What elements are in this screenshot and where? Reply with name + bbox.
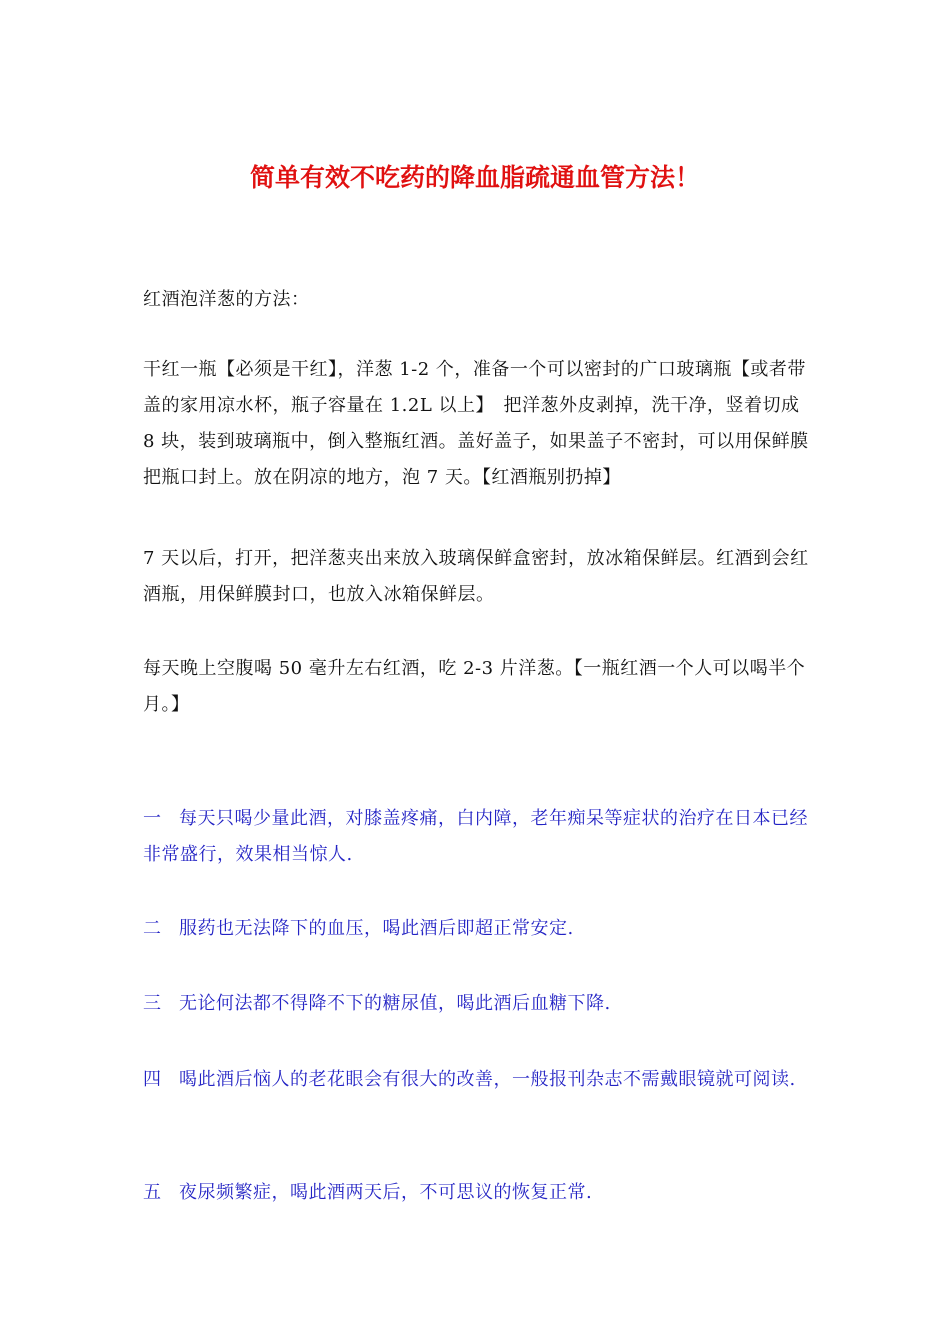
benefit-number: 二 (143, 918, 162, 939)
step-2-paragraph: 7 天以后，打开，把洋葱夹出来放入玻璃保鲜盒密封，放冰箱保鲜层。红酒到会红酒瓶，用保鲜膜封口，也放入冰箱保鲜层。 (143, 548, 809, 605)
step-1-paragraph: 干红一瓶【必须是干红】，洋葱 1-2 个，准备一个可以密封的广口玻璃瓶【或者带盖的家用凉水杯，瓶子容量在 1.2L 以上】 把洋葱外皮剥掉，洗干净，竖着切成 8 块，装到玻璃瓶中，倒入整瓶红酒。盖好盖子，如果盖子不密封，可以用保鲜膜把瓶口封上。放在阴凉的地方，泡 7 天。【红酒瓶别扔掉】 (143, 359, 809, 488)
benefit-item-2 (143, 911, 813, 947)
step-3-paragraph: 每天晚上空腹喝 50 毫升左右红酒，吃 2-3 片洋葱。【一瓶红酒一个人可以喝半个月。】 (143, 658, 806, 715)
benefit-number: 一 (143, 808, 162, 829)
benefit-number: 五 (143, 1182, 162, 1203)
benefit-text: 夜尿频繁症，喝此酒两天后，不可思议的恢复正常. (179, 1182, 593, 1203)
benefit-item-4 (143, 1062, 813, 1098)
benefit-number: 三 (143, 993, 162, 1014)
benefit-item-5 (143, 1175, 813, 1211)
benefit-text: 每天只喝少量此酒，对膝盖疼痛，白内障，老年痴呆等症状的治疗在日本已经非常盛行，效果相当惊人. (143, 808, 808, 865)
document-title: 简单有效不吃药的降血脂疏通血管方法！ (249, 163, 700, 192)
benefit-text: 喝此酒后恼人的老花眼会有很大的改善，一般报刊杂志不需戴眼镜就可阅读. (179, 1069, 796, 1090)
benefit-text: 服药也无法降下的血压，喝此酒后即超正常安定. (179, 918, 574, 939)
intro-heading: 红酒泡洋葱的方法： (143, 289, 310, 310)
benefit-item-1 (143, 801, 813, 873)
benefit-text: 无论何法都不得降不下的糖尿值，喝此酒后血糖下降. (179, 993, 611, 1014)
benefit-number: 四 (143, 1069, 162, 1090)
benefit-item-3 (143, 986, 813, 1022)
